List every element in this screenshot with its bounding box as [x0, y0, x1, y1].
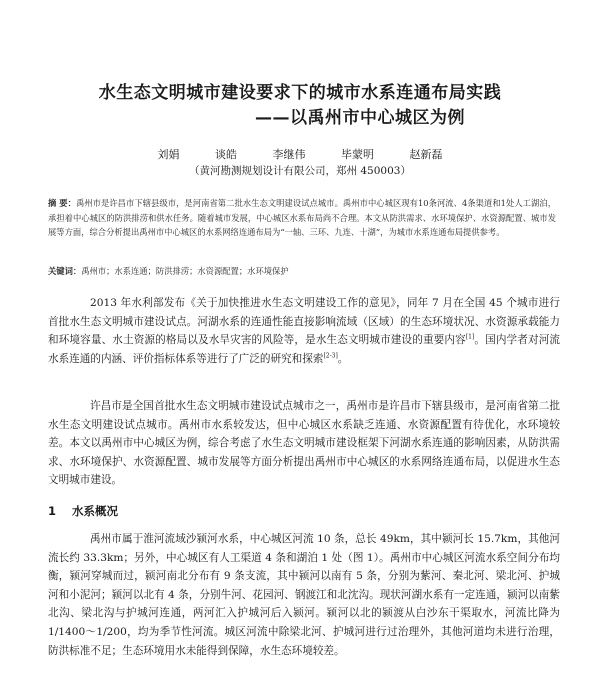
citation-ref: [2-3]: [323, 352, 338, 360]
abstract-text: 禹州市是许昌市下辖县级市，是河南省第二批水生态文明建设试点城市。禹州市中心城区现有10条河流、4条渠道和1处人工湖泊，承担着中心城区的防洪排涝和供水任务。随着城市发展，中心城区水系布局尚不合理。本文从防洪需求、水环境保护、水资源配置、城市发展等方面，综合分析提出禹州市中心城区的水系网络连通布局为“一轴、三环、九连、十湖”，为城市水系连通布局提供参考。: [48, 198, 557, 238]
author-list: [0, 146, 600, 162]
body-paragraph: [48, 294, 560, 368]
author-name: 刘娟: [157, 148, 180, 161]
keywords-text: 禹州市；水系连通；防洪排涝；水资源配置；水环境保护: [81, 266, 289, 276]
author-name: 赵新磊: [409, 148, 443, 161]
paragraph-text: 。: [337, 352, 349, 365]
abstract-label: 摘 要：: [48, 198, 76, 208]
affiliation: （黄河勘测规划设计有限公司，郑州 450003）: [189, 165, 411, 177]
body-paragraph: 禹州市属于淮河流域沙颍河水系，中心城区河流 10 条，总长 49km，其中颍河长 15.7km，其他河流长约 33.3km；另外，中心城区有人工渠道 4 条和湖泊 1 处（图 1）。禹州市中心城区河流水系空间分布均衡，颍河穿城而过，颍河南北分布有 9 条支流，其中颍河以南有 5 条，分别为紫河、秦北河、梁北河、护城河和小泥河；颍河以北有 4 条，分别牛河、花园河、钢渡江和北沈沟。现状河湖水系有一定连通，颍河以南紫北沟、梁北沟与护城河连通，两河汇入护城河后入颍河。颍河以北的颍渡从白沙东干渠取水，河流比降为 1/1400～1/200，均为季节性河流。城区河流中除梁北河、护城河进行过治理外，其他河道均未进行治理，防洪标准不足；生态环境用水未能得到保障，水生态环境较差。: [48, 533, 560, 657]
paper-title-main: 水生态文明城市建设要求下的城市水系连通布局实践: [98, 83, 502, 103]
author-name: 李继伟: [272, 148, 306, 161]
section-title: 水系概况: [72, 504, 119, 518]
author-name: 毕蒙明: [341, 148, 374, 161]
paragraph-text: 2013 年水利部发布《关于加快推进水生态文明建设工作的意见》，同年 7 月在全国 45 个城市进行首批水生态文明城市建设试点。河湖水系的连通性能直接影响流域（区域）的生态环境状况、水资源承载能力和环境容量、水土资源的格局以及水旱灾害的风险等，是水生态文明城市建设的重要内容: [48, 297, 560, 347]
paragraph-text: 。国内学者对河流水系连通的内涵、评价指标体系等进行了广泛的研究和探索: [48, 334, 560, 365]
paper-title-sub: ——以禹州市中心城区为例: [255, 108, 465, 128]
abstract: [48, 196, 556, 240]
citation-ref: [1]: [465, 333, 475, 341]
body-paragraph: 许昌市是全国首批水生态文明城市建设试点城市之一，禹州市是许昌市下辖县级市，是河南省第二批水生态文明建设试点城市。禹州市水系较发达，但中心城区水系缺乏连通、水资源配置有待优化，水环境较差。本文以禹州市中心城区为例，综合考虑了水生态文明城市建设框架下河湖水系连通的影响因素，从防洪需求、水环境保护、水资源配置、城市发展等方面分析提出禹州市中心城区的水系网络连通布局，以促进水生态文明城市建设。: [48, 400, 560, 487]
author-name: 谈皓: [215, 148, 237, 161]
keywords: [48, 265, 556, 277]
section-heading: [48, 503, 118, 519]
section-number: 1: [48, 504, 57, 518]
keywords-label: 关键词：: [48, 266, 82, 276]
